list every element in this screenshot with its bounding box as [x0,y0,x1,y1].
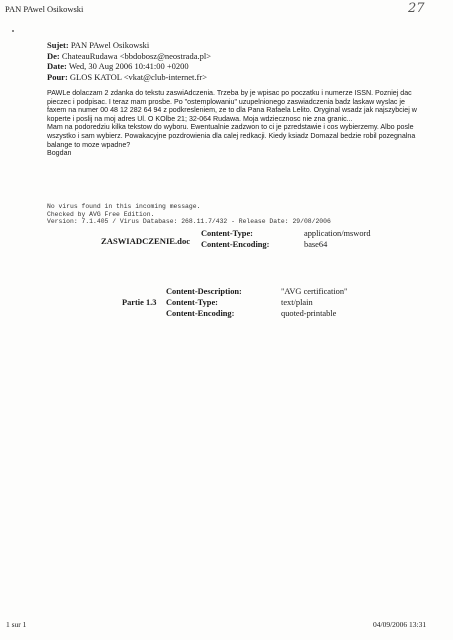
print-timestamp: 04/09/2006 13:31 [373,620,427,629]
message-body [47,89,417,158]
page-count: 1 sur 1 [6,620,27,629]
avg-line: Checked by AVG Free Edition. [47,210,155,218]
avg-line: Version: 7.1.405 / Virus Database: 268.11.7/432 - Release Date: 29/08/2006 [47,218,331,226]
from-label: De: [47,50,60,61]
from-value: ChateauRudawa <bbdobosz@neostrada.pl> [61,50,212,61]
part-label[interactable]: Partie 1.3 [122,298,157,307]
body-signature: Bogdan [47,149,72,158]
part-content-type-value: text/plain [281,298,313,307]
part-encoding-value: quoted-printable [281,309,337,318]
avg-notice [47,203,331,226]
part-encoding-label: Content-Encoding: [166,309,235,318]
date-row [47,61,211,72]
part-description-value: "AVG certification" [281,287,348,296]
subject-row [47,40,211,51]
handwritten-page-number: 27 [408,1,425,16]
scan-speck [12,30,14,32]
subject-value: PAN PAwel Osikowski [70,40,150,50]
part-content-type-label: Content-Type: [166,298,218,307]
attachment-encoding-value: base64 [304,240,328,249]
to-value: GLOS KATOL <vkat@club-internet.fr> [69,71,208,82]
date-value: Wed, 30 Aug 2006 10:41:00 +0200 [68,61,189,72]
to-row [47,72,211,83]
avg-line: No virus found in this incoming message. [47,203,201,210]
print-header-title: PAN PAwel Osikowski [5,4,84,14]
message-headers [47,40,211,82]
attachment-filename[interactable]: ZASWIADCZENIE.doc [101,236,191,246]
attachment-content-type-label: Content-Type: [201,229,253,238]
subject-label: Sujet: [47,40,69,50]
body-paragraph: Mam na podoredziu kilka tekstow do wyboru. Ewentualnie zadzwon to ci je pzredstawie i cos wybierzemy. Albo posle wszystko i sam wybierz. Powakacyjne pozdrowienia dla calej redkacji. Kiedy ksiadz Domazal bedzie robil pozegnalna balange to moze wpadne? [47,123,416,149]
part-description-label: Content-Description: [166,287,242,296]
to-label: Pour: [47,71,68,82]
attachment-encoding-label: Content-Encoding: [201,240,270,249]
body-paragraph: PAWLe dolaczam 2 zdanka do tekstu zaswiAdczenia. Trzeba by je wpisac po poczatku i numerze ISSN. Pozniej dac pieczec i podpisac. I teraz mam prosbe. Po "ostemplowaniu" uzupelnionego zaswiadczenia badz laskaw wyslac je faxem na numer 00 48 12 282 64 94 z podkresleniem, ze to dla Pana Rafaela Lelito. Oryginal wsadz jak najszybciej w koperte i poslij na moj adres Ul. O KOlbe 21; 32-064 Rudawa. Moja wdziecznosc nie zna granic... [47,89,417,123]
from-row [47,51,211,62]
date-label: Date: [47,61,67,72]
attachment-content-type-value: application/msword [304,229,371,238]
